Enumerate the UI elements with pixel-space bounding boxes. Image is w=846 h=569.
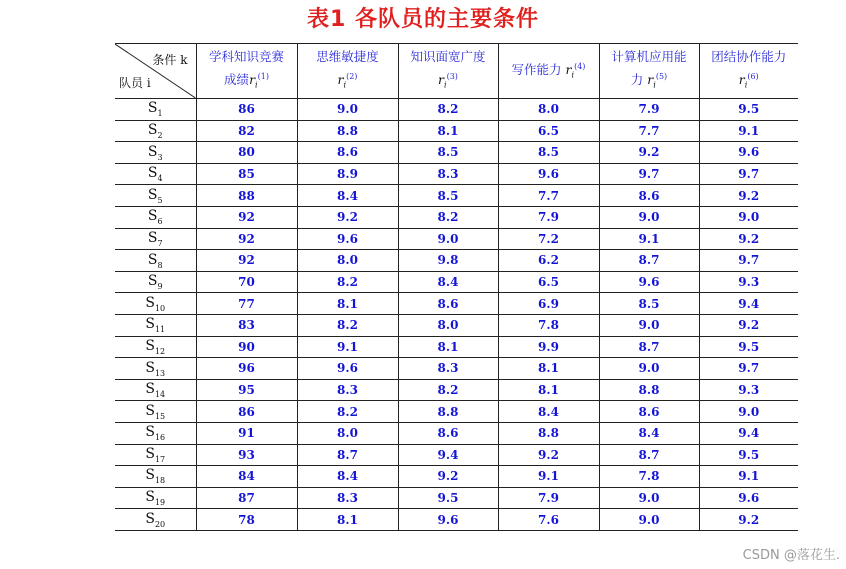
score-cell: 8.6 — [297, 142, 398, 164]
table-row — [115, 314, 798, 336]
score-cell: 96 — [196, 358, 297, 380]
member-label: $S_{11}$ — [115, 314, 196, 336]
score-cell: 9.0 — [599, 487, 699, 509]
score-cell: 8.8 — [398, 401, 498, 423]
score-cell: 9.0 — [699, 206, 798, 228]
table-row — [115, 163, 798, 185]
score-cell: 9.3 — [699, 379, 798, 401]
member-label: $S_9$ — [115, 271, 196, 293]
score-cell: 8.0 — [498, 99, 599, 121]
score-cell: 9.7 — [699, 250, 798, 272]
score-cell: 8.4 — [398, 271, 498, 293]
table-row — [115, 336, 798, 358]
score-cell: 8.8 — [498, 422, 599, 444]
score-cell: 8.8 — [297, 120, 398, 142]
score-cell: 8.3 — [398, 163, 498, 185]
score-cell: 8.3 — [297, 487, 398, 509]
member-label: $S_{18}$ — [115, 466, 196, 488]
score-cell: 7.2 — [498, 228, 599, 250]
column-header: 学科知识竞赛 成绩$r_i^{(1)}$ — [196, 44, 297, 99]
score-cell: 87 — [196, 487, 297, 509]
score-cell: 9.0 — [398, 228, 498, 250]
table-row — [115, 358, 798, 380]
score-cell: 9.1 — [498, 466, 599, 488]
score-cell: 8.3 — [398, 358, 498, 380]
score-cell: 9.7 — [599, 163, 699, 185]
score-cell: 9.4 — [398, 444, 498, 466]
member-label: $S_1$ — [115, 99, 196, 121]
score-cell: 8.5 — [398, 142, 498, 164]
score-cell: 8.2 — [297, 271, 398, 293]
score-cell: 7.9 — [498, 206, 599, 228]
score-cell: 9.0 — [699, 401, 798, 423]
table-body — [115, 99, 798, 531]
score-cell: 70 — [196, 271, 297, 293]
score-cell: 9.2 — [398, 466, 498, 488]
score-cell: 9.1 — [297, 336, 398, 358]
table-row — [115, 99, 798, 121]
score-cell: 9.2 — [498, 444, 599, 466]
score-cell: 8.3 — [297, 379, 398, 401]
score-cell: 9.5 — [699, 444, 798, 466]
score-cell: 9.4 — [699, 422, 798, 444]
score-cell: 7.7 — [498, 185, 599, 207]
score-cell: 95 — [196, 379, 297, 401]
member-label: $S_{13}$ — [115, 358, 196, 380]
header-row — [115, 44, 798, 99]
score-cell: 7.9 — [599, 99, 699, 121]
conditions-table — [115, 43, 798, 531]
score-cell: 8.4 — [599, 422, 699, 444]
score-cell: 9.0 — [599, 314, 699, 336]
score-cell: 92 — [196, 250, 297, 272]
score-cell: 9.0 — [599, 206, 699, 228]
corner-bottom-label: 队员 i — [119, 76, 151, 90]
score-cell: 9.1 — [699, 120, 798, 142]
score-cell: 6.9 — [498, 293, 599, 315]
score-cell: 9.7 — [699, 163, 798, 185]
score-cell: 9.6 — [297, 228, 398, 250]
member-label: $S_{12}$ — [115, 336, 196, 358]
table-row — [115, 444, 798, 466]
score-cell: 6.5 — [498, 120, 599, 142]
column-header: 知识面宽广度 $r_i^{(3)}$ — [398, 44, 498, 99]
score-cell: 9.2 — [699, 228, 798, 250]
score-cell: 8.1 — [398, 336, 498, 358]
score-cell: 6.5 — [498, 271, 599, 293]
table-row — [115, 509, 798, 531]
score-cell: 86 — [196, 99, 297, 121]
table-row — [115, 271, 798, 293]
member-label: $S_3$ — [115, 142, 196, 164]
score-cell: 8.1 — [297, 509, 398, 531]
score-cell: 8.7 — [599, 336, 699, 358]
score-cell: 92 — [196, 206, 297, 228]
score-cell: 9.9 — [498, 336, 599, 358]
column-header: 写作能力 $r_i^{(4)}$ — [498, 44, 599, 99]
score-cell: 85 — [196, 163, 297, 185]
member-label: $S_2$ — [115, 120, 196, 142]
column-header: 思维敏捷度 $r_i^{(2)}$ — [297, 44, 398, 99]
score-cell: 8.6 — [398, 293, 498, 315]
score-cell: 8.2 — [398, 379, 498, 401]
table-row — [115, 293, 798, 315]
score-cell: 8.4 — [498, 401, 599, 423]
score-cell: 9.1 — [699, 466, 798, 488]
score-cell: 82 — [196, 120, 297, 142]
score-cell: 9.6 — [398, 509, 498, 531]
score-cell: 8.2 — [398, 206, 498, 228]
score-cell: 9.4 — [699, 293, 798, 315]
score-cell: 83 — [196, 314, 297, 336]
score-cell: 8.0 — [297, 250, 398, 272]
score-cell: 8.7 — [599, 250, 699, 272]
watermark: CSDN @落花生. — [742, 548, 840, 563]
table-row — [115, 250, 798, 272]
table-row — [115, 120, 798, 142]
score-cell: 77 — [196, 293, 297, 315]
table-row — [115, 466, 798, 488]
table-row — [115, 185, 798, 207]
score-cell: 8.2 — [398, 99, 498, 121]
score-cell: 9.6 — [699, 142, 798, 164]
score-cell: 9.1 — [599, 228, 699, 250]
score-cell: 9.6 — [599, 271, 699, 293]
score-cell: 8.1 — [498, 379, 599, 401]
member-label: $S_{19}$ — [115, 487, 196, 509]
table-row — [115, 422, 798, 444]
table-row — [115, 206, 798, 228]
member-label: $S_7$ — [115, 228, 196, 250]
column-header: 计算机应用能 力 $r_i^{(5)}$ — [599, 44, 699, 99]
score-cell: 88 — [196, 185, 297, 207]
score-cell: 84 — [196, 466, 297, 488]
score-cell: 7.9 — [498, 487, 599, 509]
score-cell: 8.5 — [498, 142, 599, 164]
score-cell: 8.9 — [297, 163, 398, 185]
score-cell: 8.0 — [398, 314, 498, 336]
table-row — [115, 401, 798, 423]
table-row — [115, 379, 798, 401]
score-cell: 9.3 — [699, 271, 798, 293]
score-cell: 8.8 — [599, 379, 699, 401]
score-cell: 8.7 — [599, 444, 699, 466]
score-cell: 7.8 — [599, 466, 699, 488]
score-cell: 8.6 — [599, 185, 699, 207]
score-cell: 9.5 — [699, 99, 798, 121]
score-cell: 8.1 — [297, 293, 398, 315]
score-cell: 8.4 — [297, 185, 398, 207]
member-label: $S_8$ — [115, 250, 196, 272]
score-cell: 8.6 — [398, 422, 498, 444]
member-label: $S_5$ — [115, 185, 196, 207]
corner-header — [115, 44, 196, 99]
member-label: $S_{20}$ — [115, 509, 196, 531]
score-cell: 9.7 — [699, 358, 798, 380]
member-label: $S_{16}$ — [115, 422, 196, 444]
score-cell: 9.6 — [297, 358, 398, 380]
member-label: $S_6$ — [115, 206, 196, 228]
score-cell: 9.0 — [297, 99, 398, 121]
score-cell: 7.7 — [599, 120, 699, 142]
score-cell: 9.2 — [297, 206, 398, 228]
score-cell: 8.6 — [599, 401, 699, 423]
table-row — [115, 228, 798, 250]
table-row — [115, 142, 798, 164]
score-cell: 93 — [196, 444, 297, 466]
score-cell: 8.5 — [599, 293, 699, 315]
member-label: $S_4$ — [115, 163, 196, 185]
score-cell: 8.4 — [297, 466, 398, 488]
score-cell: 8.1 — [398, 120, 498, 142]
score-cell: 9.8 — [398, 250, 498, 272]
score-cell: 8.2 — [297, 314, 398, 336]
score-cell: 8.0 — [297, 422, 398, 444]
score-cell: 8.2 — [297, 401, 398, 423]
member-label: $S_{10}$ — [115, 293, 196, 315]
score-cell: 9.5 — [699, 336, 798, 358]
table-title: 表1 各队员的主要条件 — [307, 7, 539, 32]
score-cell: 91 — [196, 422, 297, 444]
score-cell: 7.6 — [498, 509, 599, 531]
table-row — [115, 487, 798, 509]
corner-top-label: 条件 k — [152, 53, 188, 67]
score-cell: 78 — [196, 509, 297, 531]
score-cell: 9.5 — [398, 487, 498, 509]
score-cell: 80 — [196, 142, 297, 164]
score-cell: 9.6 — [699, 487, 798, 509]
score-cell: 9.2 — [599, 142, 699, 164]
score-cell: 8.1 — [498, 358, 599, 380]
member-label: $S_{15}$ — [115, 401, 196, 423]
score-cell: 9.0 — [599, 358, 699, 380]
column-header: 团结协作能力 $r_i^{(6)}$ — [699, 44, 798, 99]
score-cell: 9.2 — [699, 185, 798, 207]
score-cell: 6.2 — [498, 250, 599, 272]
score-cell: 8.5 — [398, 185, 498, 207]
score-cell: 8.7 — [297, 444, 398, 466]
score-cell: 7.8 — [498, 314, 599, 336]
score-cell: 90 — [196, 336, 297, 358]
member-label: $S_{14}$ — [115, 379, 196, 401]
score-cell: 9.2 — [699, 509, 798, 531]
score-cell: 86 — [196, 401, 297, 423]
score-cell: 92 — [196, 228, 297, 250]
score-cell: 9.0 — [599, 509, 699, 531]
score-cell: 9.2 — [699, 314, 798, 336]
member-label: $S_{17}$ — [115, 444, 196, 466]
score-cell: 9.6 — [498, 163, 599, 185]
